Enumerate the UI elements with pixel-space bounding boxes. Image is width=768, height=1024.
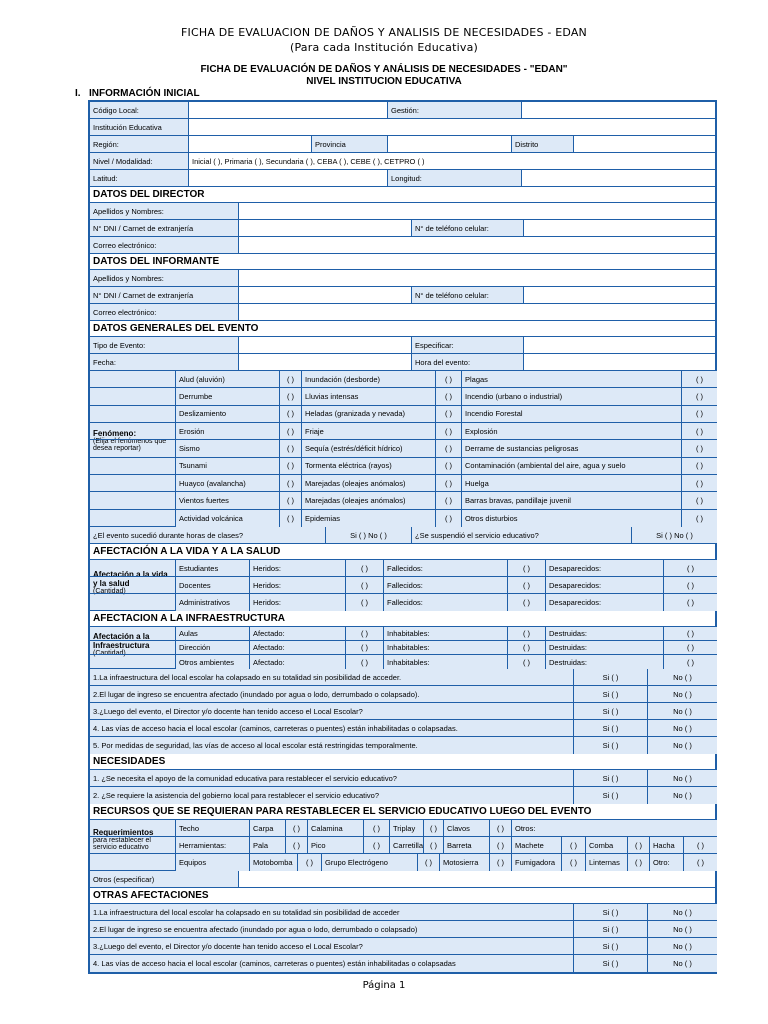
fenomeno-checkbox[interactable]: ( ) (280, 492, 302, 508)
q-horas-clases: ¿El evento sucedió durante horas de clases? (90, 527, 326, 543)
resource-label: Linternas (586, 854, 628, 871)
q-horas-si-no[interactable]: Si ( ) No ( ) (326, 527, 412, 543)
resource-checkbox[interactable]: ( ) (562, 854, 586, 871)
tipo-evento-label: Tipo de Evento: (90, 337, 239, 353)
row-tipo-evento (90, 337, 715, 354)
vida-row (90, 594, 715, 611)
fallecidos-label: Fallecidos: (384, 577, 508, 593)
desaparecidos-count[interactable]: ( ) (664, 594, 717, 611)
row-informante-dni (90, 287, 715, 304)
region-field[interactable] (189, 136, 312, 152)
recursos-row (90, 854, 715, 871)
provincia-label: Provincia (312, 136, 388, 152)
no-option[interactable]: No ( ) (648, 720, 717, 736)
vida-category: Docentes (176, 577, 250, 593)
destruidas-label: Destruidas: (546, 655, 664, 669)
informante-correo-field[interactable] (239, 304, 717, 320)
resource-label: Carretilla (390, 837, 424, 853)
resource-label: Techo (176, 820, 250, 836)
question-row (90, 770, 715, 787)
no-option[interactable]: No ( ) (648, 904, 717, 920)
yes-option[interactable]: Si ( ) (574, 921, 648, 937)
especificar-field[interactable] (524, 337, 717, 353)
fenomeno-option-label: Incendio Forestal (462, 406, 682, 422)
fenomeno-checkbox[interactable]: ( ) (280, 423, 302, 439)
fenomeno-option-label: Marejadas (oleajes anómalos) (302, 475, 436, 491)
resource-checkbox[interactable]: ( ) (298, 854, 322, 871)
question-row (90, 921, 715, 938)
no-option[interactable]: No ( ) (648, 955, 717, 972)
no-option[interactable]: No ( ) (648, 770, 717, 786)
desaparecidos-count[interactable]: ( ) (664, 577, 717, 593)
no-option[interactable]: No ( ) (648, 703, 717, 719)
resource-checkbox[interactable]: ( ) (418, 854, 440, 871)
no-option[interactable]: No ( ) (648, 669, 717, 685)
infra-note: (Cantidad) (93, 650, 126, 657)
fenomeno-option-label: Incendio (urbano o industrial) (462, 388, 682, 404)
fenomeno-option-label: Barras bravas, pandillaje juvenil (462, 492, 682, 508)
afectado-count[interactable]: ( ) (346, 655, 384, 669)
director-celular-field[interactable] (524, 220, 717, 236)
fenomeno-checkbox[interactable]: ( ) (280, 371, 302, 387)
fenomeno-option-label: Derrumbe (176, 388, 280, 404)
question-row (90, 669, 715, 686)
informante-celular-label: N° de teléfono celular: (412, 287, 524, 303)
row-codigo-local (90, 102, 715, 119)
resource-checkbox[interactable]: ( ) (286, 837, 308, 853)
resource-checkbox[interactable]: ( ) (490, 854, 512, 871)
yes-option[interactable]: Si ( ) (574, 737, 648, 754)
row-director-correo (90, 237, 715, 254)
question-text: 4. Las vías de acceso hacia el local escolar (caminos, carreteras o puentes) están inhabilitadas o colapsadas (90, 955, 574, 972)
infra-category: Otros ambientes (176, 655, 250, 669)
vida-header: AFECTACIÓN A LA VIDA Y A LA SALUD (90, 544, 715, 560)
heridos-count[interactable]: ( ) (346, 577, 384, 593)
inhabitables-label: Inhabitables: (384, 627, 508, 640)
fallecidos-count[interactable]: ( ) (508, 560, 546, 576)
fenomeno-option-label: Erosión (176, 423, 280, 439)
longitud-label: Longitud: (388, 170, 522, 186)
question-row (90, 904, 715, 921)
recursos-note: para restablecer el servicio educativo (93, 837, 151, 851)
distrito-label: Distrito (512, 136, 574, 152)
otras-questions (90, 904, 715, 972)
resource-checkbox[interactable]: ( ) (424, 837, 444, 853)
question-row (90, 737, 715, 754)
no-option[interactable]: No ( ) (648, 921, 717, 937)
question-text: 3.¿Luego del evento, el Director y/o docente han tenido acceso el Local Escolar? (90, 703, 574, 719)
fenomeno-option-label: Derrame de sustancias peligrosas (462, 440, 682, 456)
director-nombres-label: Apellidos y Nombres: (90, 203, 239, 219)
question-text: 1.La infraestructura del local escolar ha colapsado en su totalidad sin posibilidad de acceder. (90, 669, 574, 685)
informante-correo-label: Correo electrónico: (90, 304, 239, 320)
fenomeno-checkbox[interactable]: ( ) (280, 475, 302, 491)
otras-header: OTRAS AFECTACIONES (90, 888, 715, 904)
fenomeno-checkbox[interactable]: ( ) (436, 388, 462, 404)
question-text: 4. Las vías de acceso hacia el local escolar (caminos, carreteras o puentes) están inhabilitadas o colapsadas. (90, 720, 574, 736)
resource-label: Pico (308, 837, 364, 853)
informante-nombres-label: Apellidos y Nombres: (90, 270, 239, 286)
fenomeno-option-label: Contaminación (ambiental del aire, agua y suelo (462, 458, 682, 474)
fenomeno-checkbox[interactable]: ( ) (682, 458, 717, 474)
resource-label: Calamina (308, 820, 364, 836)
heridos-label: Heridos: (250, 594, 346, 611)
yes-option[interactable]: Si ( ) (574, 904, 648, 920)
fenomeno-note: (Elija el fenómenos que desea reportar) (93, 438, 167, 452)
fenomeno-row (90, 510, 715, 527)
yes-option[interactable]: Si ( ) (574, 938, 648, 954)
yes-option[interactable]: Si ( ) (574, 686, 648, 702)
fenomeno-checkbox[interactable]: ( ) (682, 371, 717, 387)
fenomeno-checkbox[interactable]: ( ) (682, 475, 717, 491)
heridos-label: Heridos: (250, 577, 346, 593)
question-text: 5. Por medidas de seguridad, las vías de acceso al local escolar está restringidas temporalmente. (90, 737, 574, 754)
yes-option[interactable]: Si ( ) (574, 720, 648, 736)
resource-label: Motobomba (250, 854, 298, 871)
q-suspendio: ¿Se suspendió el servicio educativo? (412, 527, 632, 543)
fenomeno-option-label: Vientos fuertes (176, 492, 280, 508)
especificar-label: Especificar: (412, 337, 524, 353)
resource-checkbox[interactable]: ( ) (364, 837, 390, 853)
vida-row (90, 560, 715, 577)
resource-label: Equipos (176, 854, 250, 871)
page-number: Página 1 (362, 980, 406, 991)
heridos-count[interactable]: ( ) (346, 594, 384, 611)
destruidas-count[interactable]: ( ) (664, 655, 717, 669)
fenomeno-option-label: Heladas (granizada y nevada) (302, 406, 436, 422)
resource-label: Comba (586, 837, 628, 853)
inhabitables-label: Inhabitables: (384, 655, 508, 669)
fenomeno-checkbox[interactable]: ( ) (682, 423, 717, 439)
fenomeno-option-label: Sismo (176, 440, 280, 456)
nivel-options[interactable]: Inicial ( ), Primaria ( ), Secundaria ( ), CEBA ( ), CEBE ( ), CETPRO ( ) (192, 156, 425, 166)
fenomeno-checkbox[interactable]: ( ) (280, 388, 302, 404)
resource-label: Grupo Electrógeno (322, 854, 418, 871)
desaparecidos-label: Desaparecidos: (546, 577, 664, 593)
desaparecidos-label: Desaparecidos: (546, 594, 664, 611)
codigo-local-field[interactable] (189, 102, 388, 118)
question-text: 1. ¿Se necesita el apoyo de la comunidad educativa para restablecer el servicio educativo? (90, 770, 574, 786)
fenomeno-checkbox[interactable]: ( ) (682, 406, 717, 422)
edan-form (88, 100, 717, 974)
inhabitables-label: Inhabitables: (384, 641, 508, 654)
recursos-grid (90, 820, 715, 871)
fenomeno-option-label: Tsunami (176, 458, 280, 474)
resource-checkbox[interactable]: ( ) (364, 820, 390, 836)
director-dni-field[interactable] (239, 220, 412, 236)
yes-option[interactable]: Si ( ) (574, 955, 648, 972)
fenomeno-option-label: Alud (aluvión) (176, 371, 280, 387)
fenomeno-option-label: Friaje (302, 423, 436, 439)
fenomeno-row (90, 423, 715, 440)
informante-dni-label: N° DNI / Carnet de extranjería (90, 287, 239, 303)
row-director-nombres (90, 203, 715, 220)
resource-checkbox[interactable]: ( ) (490, 820, 512, 836)
question-text: 2.El lugar de ingreso se encuentra afectado (inundado por agua o lodo, derrumbado o colapsado). (90, 686, 574, 702)
no-option[interactable]: No ( ) (648, 686, 717, 702)
resource-checkbox[interactable]: ( ) (424, 820, 444, 836)
question-text: 3.¿Luego del evento, el Director y/o docente han tenido acceso el Local Escolar? (90, 938, 574, 954)
vida-category: Estudiantes (176, 560, 250, 576)
row-otros-especificar (90, 871, 715, 888)
question-row (90, 686, 715, 703)
tipo-evento-field[interactable] (239, 337, 412, 353)
afectado-label: Afectado: (250, 641, 346, 654)
resource-label: Triplay (390, 820, 424, 836)
question-row (90, 938, 715, 955)
question-row (90, 720, 715, 737)
page-title: FICHA DE EVALUACION DE DAÑOS Y ANALISIS DE NECESIDADES - EDAN (181, 26, 587, 39)
fenomeno-checkbox[interactable]: ( ) (436, 440, 462, 456)
afectado-label: Afectado: (250, 627, 346, 640)
hora-label: Hora del evento: (412, 354, 524, 370)
question-text: 2.El lugar de ingreso se encuentra afectado (inundado por agua o lodo, derrumbado o colapsado) (90, 921, 574, 937)
question-row (90, 787, 715, 804)
row-director-dni (90, 220, 715, 237)
resource-label: Pala (250, 837, 286, 853)
inhabitables-count[interactable]: ( ) (508, 627, 546, 640)
resource-checkbox[interactable]: ( ) (562, 837, 586, 853)
hora-field[interactable] (524, 354, 717, 370)
fallecidos-label: Fallecidos: (384, 594, 508, 611)
necesidades-header: NECESIDADES (90, 754, 715, 770)
resource-checkbox[interactable]: ( ) (286, 820, 308, 836)
fenomeno-checkbox[interactable]: ( ) (682, 440, 717, 456)
fenomeno-row (90, 475, 715, 492)
fenomeno-option-label: Otros disturbios (462, 510, 682, 527)
document-subtitle: NIVEL INSTITUCION EDUCATIVA (306, 76, 462, 87)
resource-label: Fumigadora (512, 854, 562, 871)
fenomeno-checkbox[interactable]: ( ) (436, 423, 462, 439)
vida-title: Afectación a la vida y la salud (93, 570, 168, 588)
resource-label: Machete (512, 837, 562, 853)
resource-label: Motosierra (440, 854, 490, 871)
fenomeno-checkbox[interactable]: ( ) (280, 458, 302, 474)
row-fecha (90, 354, 715, 371)
no-option[interactable]: No ( ) (648, 737, 717, 754)
row-preguntas-evento (90, 527, 715, 544)
resource-checkbox[interactable]: ( ) (684, 837, 717, 853)
yes-option[interactable]: Si ( ) (574, 770, 648, 786)
fenomeno-option-label: Actividad volcánica (176, 510, 280, 527)
no-option[interactable]: No ( ) (648, 938, 717, 954)
section-heading: I. INFORMACIÓN INICIAL (75, 88, 200, 99)
resource-checkbox[interactable]: ( ) (490, 837, 512, 853)
desaparecidos-count[interactable]: ( ) (664, 560, 717, 576)
infra-category: Dirección (176, 641, 250, 654)
row-latitud (90, 170, 715, 187)
fenomeno-checkbox[interactable]: ( ) (436, 406, 462, 422)
vida-row (90, 577, 715, 594)
resource-label: Clavos (444, 820, 490, 836)
recursos-row (90, 820, 715, 837)
nivel-label: Nivel / Modalidad: (90, 153, 189, 169)
fenomeno-checkbox[interactable]: ( ) (436, 458, 462, 474)
row-region (90, 136, 715, 153)
informante-celular-field[interactable] (524, 287, 717, 303)
infra-questions (90, 669, 715, 754)
fenomeno-checkbox[interactable]: ( ) (280, 406, 302, 422)
afectado-count[interactable]: ( ) (346, 641, 384, 654)
fenomeno-checkbox[interactable]: ( ) (682, 492, 717, 508)
longitud-field[interactable] (522, 170, 717, 186)
destruidas-count[interactable]: ( ) (664, 641, 717, 654)
informante-header: DATOS DEL INFORMANTE (90, 254, 715, 270)
informante-nombres-field[interactable] (239, 270, 717, 286)
document-title: FICHA DE EVALUACIÓN DE DAÑOS Y ANÁLISIS DE NECESIDADES - "EDAN" (200, 64, 568, 75)
otros-especificar-field[interactable] (239, 871, 717, 887)
desaparecidos-label: Desaparecidos: (546, 560, 664, 576)
resource-checkbox[interactable]: ( ) (628, 837, 650, 853)
question-text: 1.La infraestructura del local escolar ha colapsado en su totalidad sin posibilidad de acceder (90, 904, 574, 920)
q-suspendio-si-no[interactable]: Si ( ) No ( ) (632, 527, 717, 543)
yes-option[interactable]: Si ( ) (574, 787, 648, 804)
infra-grid (90, 627, 715, 669)
fecha-field[interactable] (239, 354, 412, 370)
fenomeno-checkbox[interactable]: ( ) (436, 371, 462, 387)
fallecidos-count[interactable]: ( ) (508, 594, 546, 611)
question-text: 2. ¿Se requiere la asistencia del gobierno local para restablecer el servicio educativo? (90, 787, 574, 804)
infra-row (90, 641, 715, 655)
inhabitables-count[interactable]: ( ) (508, 655, 546, 669)
otros-especificar-label: Otros (especificar) (90, 871, 239, 887)
director-correo-label: Correo electrónico: (90, 237, 239, 253)
fenomeno-checkbox[interactable]: ( ) (682, 510, 717, 527)
row-informante-nombres (90, 270, 715, 287)
question-row (90, 955, 715, 972)
recursos-title: Requerimientos (93, 828, 154, 837)
infra-header: AFECTACION A LA INFRAESTRUCTURA (90, 611, 715, 627)
infra-row (90, 627, 715, 641)
resource-label: Otro: (650, 854, 684, 871)
director-correo-field[interactable] (239, 237, 717, 253)
gestion-label: Gestión: (388, 102, 522, 118)
fenomeno-option-label: Huayco (avalancha) (176, 475, 280, 491)
no-option[interactable]: No ( ) (648, 787, 717, 804)
fenomeno-checkbox[interactable]: ( ) (436, 475, 462, 491)
vida-grid (90, 560, 715, 611)
fallecidos-count[interactable]: ( ) (508, 577, 546, 593)
resource-label: Carpa (250, 820, 286, 836)
destruidas-label: Destruidas: (546, 627, 664, 640)
director-celular-label: N° de teléfono celular: (412, 220, 524, 236)
inhabitables-count[interactable]: ( ) (508, 641, 546, 654)
fenomeno-checkbox[interactable]: ( ) (436, 492, 462, 508)
infra-category: Aulas (176, 627, 250, 640)
row-informante-correo (90, 304, 715, 321)
row-institucion (90, 119, 715, 136)
director-dni-label: N° DNI / Carnet de extranjería (90, 220, 239, 236)
afectado-label: Afectado: (250, 655, 346, 669)
destruidas-count[interactable]: ( ) (664, 627, 717, 640)
latitud-label: Latitud: (90, 170, 189, 186)
yes-option[interactable]: Si ( ) (574, 703, 648, 719)
codigo-local-label: Código Local: (90, 102, 189, 118)
fenomeno-checkbox[interactable]: ( ) (280, 510, 302, 527)
fenomeno-option-label: Lluvias intensas (302, 388, 436, 404)
fenomeno-row (90, 458, 715, 475)
resource-label: Hacha (650, 837, 684, 853)
afectado-count[interactable]: ( ) (346, 627, 384, 640)
fenomeno-row (90, 440, 715, 457)
vida-note: (Cantidad) (93, 588, 126, 595)
fenomeno-option-label: Huelga (462, 475, 682, 491)
fenomeno-checkbox[interactable]: ( ) (280, 440, 302, 456)
gestion-field[interactable] (522, 102, 717, 118)
fenomeno-option-label: Inundación (desborde) (302, 371, 436, 387)
page-subtitle: (Para cada Institución Educativa) (289, 41, 479, 54)
yes-option[interactable]: Si ( ) (574, 669, 648, 685)
fenomeno-row (90, 388, 715, 405)
fenomeno-option-label: Plagas (462, 371, 682, 387)
fenomeno-option-label: Tormenta eléctrica (rayos) (302, 458, 436, 474)
distrito-field[interactable] (574, 136, 717, 152)
fenomeno-row (90, 371, 715, 388)
director-header: DATOS DEL DIRECTOR (90, 187, 715, 203)
fenomeno-option-label: Sequía (estrés/déficit hídrico) (302, 440, 436, 456)
resource-checkbox[interactable]: ( ) (628, 854, 650, 871)
latitud-field[interactable] (189, 170, 388, 186)
evento-header: DATOS GENERALES DEL EVENTO (90, 321, 715, 337)
resource-label: Barreta (444, 837, 490, 853)
fenomeno-option-label: Marejadas (oleajes anómalos) (302, 492, 436, 508)
fecha-label: Fecha: (90, 354, 239, 370)
row-nivel (90, 153, 715, 170)
provincia-field[interactable] (388, 136, 512, 152)
heridos-label: Heridos: (250, 560, 346, 576)
fenomeno-option-label: Epidemias (302, 510, 436, 527)
resource-label: Otros: (512, 820, 717, 836)
region-label: Región: (90, 136, 189, 152)
resource-label: Herramientas: (176, 837, 250, 853)
fenomeno-option-label: Deslizamiento (176, 406, 280, 422)
fenomeno-title: Fenómeno: (93, 429, 137, 438)
destruidas-label: Destruidas: (546, 641, 664, 654)
fenomeno-checkbox[interactable]: ( ) (436, 510, 462, 527)
question-row (90, 703, 715, 720)
vida-category: Administrativos (176, 594, 250, 611)
recursos-header: RECURSOS QUE SE REQUIERAN PARA RESTABLECER EL SERVICIO EDUCATIVO LUEGO DEL EVENTO (90, 804, 715, 820)
informante-dni-field[interactable] (239, 287, 412, 303)
fenomeno-grid (90, 371, 715, 527)
institucion-label: Institución Educativa (90, 119, 189, 135)
fallecidos-label: Fallecidos: (384, 560, 508, 576)
fenomeno-row (90, 492, 715, 509)
infra-row (90, 655, 715, 669)
fenomeno-row (90, 406, 715, 423)
heridos-count[interactable]: ( ) (346, 560, 384, 576)
fenomeno-checkbox[interactable]: ( ) (682, 388, 717, 404)
fenomeno-option-label: Explosión (462, 423, 682, 439)
institucion-field[interactable] (189, 119, 717, 135)
recursos-row (90, 837, 715, 854)
necesidades-questions (90, 770, 715, 804)
infra-title: Afectación a la Infraestructura (93, 632, 150, 650)
resource-checkbox[interactable]: ( ) (684, 854, 717, 871)
director-nombres-field[interactable] (239, 203, 717, 219)
